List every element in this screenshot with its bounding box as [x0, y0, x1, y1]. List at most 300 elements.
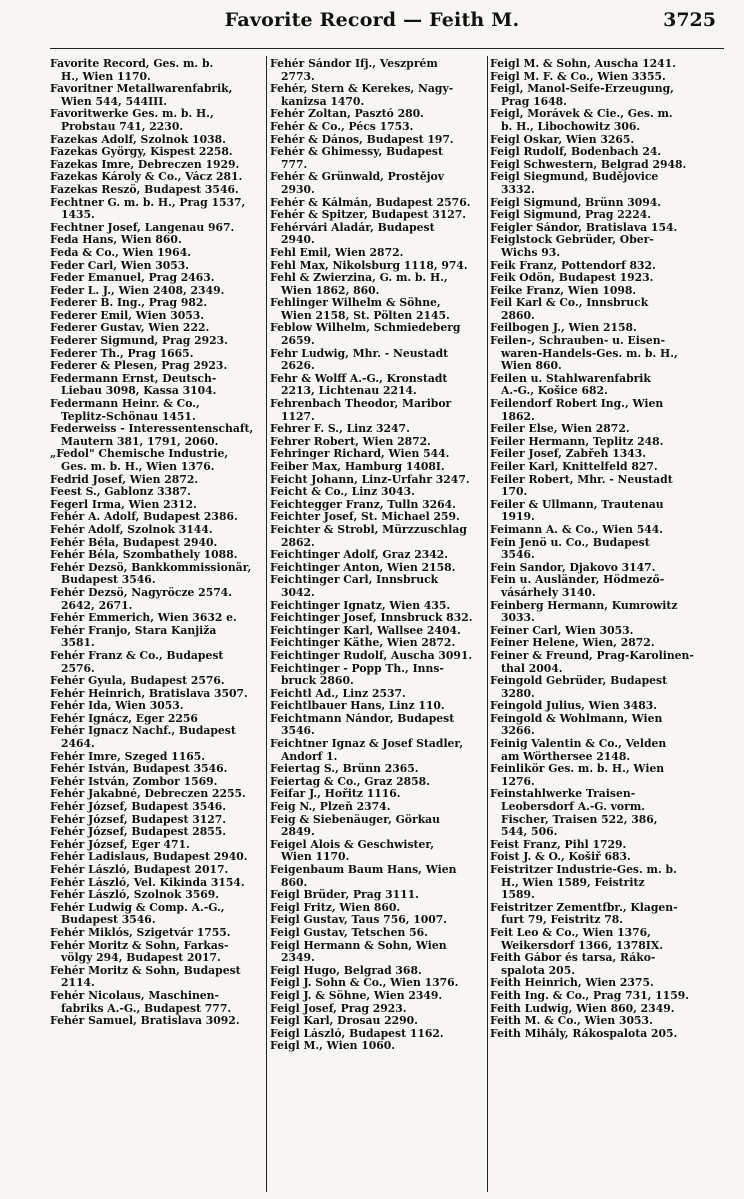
directory-entry	[490, 851, 710, 864]
directory-entry	[270, 272, 488, 297]
entry-continuation: 1127.	[281, 409, 315, 423]
directory-entry	[490, 159, 710, 172]
directory-entry	[270, 801, 488, 814]
entry-line: Feder L. J., Wien 2408, 2349.	[50, 284, 225, 297]
entry-line: Feblow Wilhelm, Schmiedeberg	[270, 322, 461, 335]
entry-continuation: 2349.	[281, 951, 315, 965]
entry-continuation: Ges. m. b. H., Wien 1376.	[61, 460, 215, 473]
directory-entry	[490, 461, 710, 474]
directory-entry	[50, 549, 268, 562]
entry-continuation: 544, 506.	[501, 825, 558, 839]
entry-line: Feichter Josef, St. Michael 259.	[270, 511, 460, 524]
entry-line: Fehl Max, Nikolsburg 1118, 974.	[270, 259, 468, 272]
directory-entry	[270, 663, 488, 688]
directory-entry	[50, 134, 268, 147]
directory-entry	[490, 134, 710, 147]
entry-line: Feichtmann Nándor, Budapest	[270, 712, 455, 725]
directory-entry	[50, 448, 268, 473]
directory-entry	[50, 108, 268, 133]
directory-entry	[270, 1003, 488, 1016]
entry-line: Feiler Hermann, Teplitz 248.	[490, 435, 664, 448]
entry-line: Feigl Karl, Drosau 2290.	[270, 1015, 418, 1028]
entry-line: Fehér Nicolaus, Maschinen-	[50, 989, 220, 1002]
entry-line: Feder Carl, Wien 3053.	[50, 259, 190, 272]
entry-line: Feith M. & Co., Wien 3053.	[490, 1015, 653, 1028]
directory-entry	[50, 612, 268, 625]
entry-line: Feingold Julius, Wien 3483.	[490, 700, 657, 713]
entry-line: Fehér Heinrich, Bratislava 3507.	[50, 687, 248, 700]
directory-entry	[490, 788, 710, 838]
entry-continuation: 3033.	[501, 611, 535, 625]
directory-entry	[50, 197, 268, 222]
entry-line: Federer B. Ing., Prag 982.	[50, 297, 208, 310]
directory-entry	[270, 108, 488, 121]
directory-entry	[50, 713, 268, 726]
entry-line: Feig N., Plzeň 2374.	[270, 801, 391, 814]
directory-entry	[490, 499, 710, 524]
entry-line: Feig & Siebenäuger, Görkau	[270, 813, 441, 826]
entry-continuation: Wien 1862, 860.	[281, 283, 380, 297]
directory-entry	[50, 826, 268, 839]
entry-line: Fehér József, Budapest 3546.	[50, 801, 226, 814]
directory-entry	[270, 864, 488, 889]
entry-continuation: H., Wien 1589, Feistritz	[501, 875, 645, 889]
entry-line: Feichter & Strobl, Mürzzuschlag	[270, 523, 467, 536]
entry-line: Feigl M., Wien 1060.	[270, 1040, 396, 1053]
entry-line: Feigl Josef, Prag 2923.	[270, 1002, 407, 1015]
directory-entry	[50, 700, 268, 713]
entry-continuation: Wien 544, 544III.	[61, 94, 168, 108]
directory-entry	[270, 990, 488, 1003]
entry-line: Feichtl Ad., Linz 2537.	[270, 687, 406, 700]
entry-line: Fehér István, Budapest 3546.	[50, 763, 228, 776]
entry-line: Feigl Brüder, Prag 3111.	[270, 889, 419, 902]
directory-entry	[50, 877, 268, 890]
entry-line: Feiner & Freund, Prag-Karolinen-	[490, 649, 694, 662]
entry-line: Fehrenbach Theodor, Maribor	[270, 398, 452, 411]
directory-entry	[270, 688, 488, 701]
entry-line: Feicht & Co., Linz 3043.	[270, 486, 415, 499]
entry-continuation: 2849.	[281, 825, 315, 839]
entry-line: Fehér József, Eger 471.	[50, 838, 190, 851]
directory-entry	[490, 285, 710, 298]
entry-continuation: 2930.	[281, 182, 315, 196]
directory-entry	[50, 801, 268, 814]
entry-continuation: Liebau 3098, Kassa 3104.	[61, 384, 217, 398]
directory-entry	[270, 448, 488, 461]
entry-line: Fehér Sándor Ifj., Veszprém	[270, 58, 438, 70]
entry-line: Feigl M. F. & Co., Wien 3355.	[490, 70, 666, 83]
directory-entry	[270, 914, 488, 927]
directory-entry	[270, 436, 488, 449]
entry-line: Feigl J. Sohn & Co., Wien 1376.	[270, 977, 459, 990]
entry-continuation: Teplitz-Schönau 1451.	[61, 409, 196, 423]
directory-entry	[490, 335, 710, 373]
directory-entry	[490, 209, 710, 222]
entry-continuation: am Wörthersee 2148.	[501, 749, 631, 763]
directory-entry	[50, 423, 268, 448]
entry-line: Feinberg Hermann, Kumrowitz	[490, 599, 678, 612]
directory-entry	[50, 184, 268, 197]
entry-line: Feingold & Wohlmann, Wien	[490, 712, 663, 725]
entry-line: Feith Ludwig, Wien 860, 2349.	[490, 1002, 675, 1015]
entry-line: Fehér László, Budapest 2017.	[50, 864, 229, 876]
directory-entry	[50, 776, 268, 789]
directory-entry	[270, 1040, 488, 1053]
entry-line: Fehér István, Zombor 1569.	[50, 775, 218, 788]
directory-entry	[50, 260, 268, 273]
entry-continuation: fabriks A.-G., Budapest 777.	[61, 1001, 232, 1015]
entry-line: Fechtner G. m. b. H., Prag 1537,	[50, 196, 246, 209]
directory-entry	[490, 524, 710, 537]
directory-entry	[490, 171, 710, 196]
entry-line: Feigel Alois & Geschwister,	[270, 838, 435, 851]
entry-line: Feigl Schwestern, Belgrad 2948.	[490, 158, 687, 171]
entry-line: Feiber Max, Hamburg 1408I.	[270, 461, 445, 473]
entry-line: Feichtinger Karl, Wallsee 2404.	[270, 624, 461, 637]
entry-line: Federer Gustav, Wien 222.	[50, 322, 210, 335]
directory-entry	[270, 373, 488, 398]
entry-line: Fehér & Grünwald, Prostějov	[270, 171, 445, 184]
entry-continuation: 2860.	[501, 308, 535, 322]
header-rule	[50, 48, 724, 49]
directory-entry	[270, 839, 488, 864]
entry-continuation: H., Wien 1170.	[61, 69, 151, 83]
directory-entry	[490, 297, 710, 322]
directory-entry	[490, 700, 710, 713]
directory-entry	[50, 1015, 268, 1028]
entry-line: Fehér Ignácz, Eger 2256	[50, 712, 198, 725]
entry-line: Fehl Emil, Wien 2872.	[270, 246, 404, 259]
directory-entry	[490, 234, 710, 259]
entry-line: Fehér & Spitzer, Budapest 3127.	[270, 209, 467, 222]
directory-entry	[490, 222, 710, 235]
directory-entry	[270, 600, 488, 613]
directory-entry	[270, 965, 488, 978]
directory-entry	[50, 58, 268, 83]
directory-entry	[270, 814, 488, 839]
directory-entry	[490, 637, 710, 650]
directory-entry	[270, 776, 488, 789]
entry-continuation: Budapest 3546.	[61, 573, 156, 587]
entry-line: Feichtlbauer Hans, Linz 110.	[270, 700, 445, 713]
page-header	[0, 0, 744, 42]
directory-entry	[270, 247, 488, 260]
directory-entry	[50, 889, 268, 902]
entry-continuation: 1276.	[501, 774, 535, 788]
entry-line: Feiner Carl, Wien 3053.	[490, 624, 634, 637]
directory-entry	[270, 209, 488, 222]
entry-continuation: 1589.	[501, 888, 535, 902]
entry-line: Feichtinger - Popp Th., Inns-	[270, 662, 444, 675]
entry-continuation: Andorf 1.	[281, 749, 338, 763]
directory-entry	[50, 335, 268, 348]
entry-line: Feith Heinrich, Wien 2375.	[490, 977, 654, 990]
entry-line: Feichtinger Käthe, Wien 2872.	[270, 637, 456, 650]
entry-line: Feigl Gustav, Taus 756, 1007.	[270, 914, 448, 927]
entry-line: Fehér Gyula, Budapest 2576.	[50, 675, 225, 688]
directory-entry	[50, 511, 268, 524]
entry-line: Federer Th., Prag 1665.	[50, 347, 194, 360]
directory-entry	[270, 474, 488, 487]
directory-entry	[490, 600, 710, 625]
entry-line: Favoritwerke Ges. m. b. H.,	[50, 108, 214, 121]
directory-entry	[50, 839, 268, 852]
directory-entry	[270, 348, 488, 373]
entry-line: Feigl Rudolf, Bodenbach 24.	[490, 146, 662, 159]
entry-line: Fehér Dezsö, Nagyröcze 2574.	[50, 586, 232, 599]
directory-entry	[50, 234, 268, 247]
directory-entry	[490, 839, 710, 852]
entry-line: Federweiss - Interessentenschaft,	[50, 423, 254, 436]
directory-entry	[490, 713, 710, 738]
directory-columns	[50, 58, 710, 1190]
entry-line: Fazekas Adolf, Szolnok 1038.	[50, 133, 226, 146]
entry-continuation: 2940.	[281, 233, 315, 247]
entry-line: Fehér & Dános, Budapest 197.	[270, 133, 454, 146]
directory-entry	[270, 889, 488, 902]
entry-continuation: Prag 1648.	[501, 94, 567, 108]
entry-line: Feigl Hermann & Sohn, Wien	[270, 939, 447, 952]
directory-entry	[50, 360, 268, 373]
entry-continuation: Budapest 3546.	[61, 913, 156, 927]
entry-line: Feiertag & Co., Graz 2858.	[270, 775, 430, 788]
directory-entry	[490, 650, 710, 675]
directory-entry	[490, 902, 710, 927]
entry-line: Feiler Robert, Mhr. - Neustadt	[490, 473, 673, 486]
entry-line: Favoritner Metallwarenfabrik,	[50, 83, 233, 96]
entry-line: Fehrer Robert, Wien 2872.	[270, 435, 431, 448]
entry-continuation: Wien 2158, St. Pölten 2145.	[281, 308, 450, 322]
page-number: 3725	[663, 9, 716, 31]
entry-line: Feigl László, Budapest 1162.	[270, 1027, 444, 1040]
column-2	[270, 58, 488, 1190]
directory-entry	[490, 272, 710, 285]
directory-entry	[50, 398, 268, 423]
directory-entry	[490, 423, 710, 436]
entry-line: „Fedol" Chemische Industrie,	[50, 448, 229, 461]
entry-line: Fein u. Ausländer, Hödmező-	[490, 574, 665, 587]
entry-continuation: 1435.	[61, 208, 95, 222]
entry-line: Federer Sigmund, Prag 2923.	[50, 335, 228, 348]
directory-entry	[50, 562, 268, 587]
entry-line: Fehér József, Budapest 2855.	[50, 826, 226, 839]
entry-continuation: thal 2004.	[501, 661, 563, 675]
entry-line: Feichtinger Carl, Innsbruck	[270, 574, 439, 587]
directory-entry	[270, 562, 488, 575]
entry-line: Feigl, Manol-Seife-Erzeugung,	[490, 83, 674, 96]
entry-line: Federmann Heinr. & Co.,	[50, 398, 200, 411]
entry-line: Fehér & Kálmán, Budapest 2576.	[270, 196, 471, 209]
directory-entry	[50, 965, 268, 990]
directory-entry	[50, 625, 268, 650]
directory-entry	[50, 373, 268, 398]
directory-entry	[270, 486, 488, 499]
entry-continuation: 3332.	[501, 182, 535, 196]
directory-entry	[270, 461, 488, 474]
entry-line: Feist Franz, Pihl 1729.	[490, 838, 627, 851]
entry-line: Feiner Helene, Wien, 2872.	[490, 637, 655, 650]
entry-line: Feiler Josef, Zabřeh 1343.	[490, 448, 647, 461]
entry-continuation: Mautern 381, 1791, 2060.	[61, 434, 219, 448]
entry-continuation: furt 79, Feistritz 78.	[501, 913, 624, 927]
directory-entry	[490, 562, 710, 575]
entry-continuation: spalota 205.	[501, 963, 575, 977]
directory-entry	[270, 423, 488, 436]
directory-entry	[490, 1028, 710, 1041]
entry-continuation: Wien 1170.	[281, 850, 350, 864]
entry-line: Feichtegger Franz, Tulln 3264.	[270, 498, 456, 511]
directory-entry	[50, 83, 268, 108]
entry-continuation: 860.	[281, 875, 308, 889]
entry-line: Feigl, Morávek & Cie., Ges. m.	[490, 108, 673, 121]
entry-continuation: 3042.	[281, 585, 315, 599]
directory-entry	[270, 121, 488, 134]
entry-line: Fehr Ludwig, Mhr. - Neustadt	[270, 347, 449, 360]
directory-entry	[50, 499, 268, 512]
directory-entry	[270, 637, 488, 650]
directory-entry	[270, 574, 488, 599]
entry-line: Feigl Oskar, Wien 3265.	[490, 133, 635, 146]
entry-line: Feil Karl & Co., Innsbruck	[490, 297, 649, 310]
entry-continuation: Probstau 741, 2230.	[61, 119, 184, 133]
entry-line: Fazekas Imre, Debreczen 1929.	[50, 158, 240, 171]
entry-continuation: 2642, 2671.	[61, 598, 133, 612]
directory-entry	[490, 448, 710, 461]
directory-entry	[50, 222, 268, 235]
directory-entry	[50, 486, 268, 499]
directory-entry	[270, 1028, 488, 1041]
directory-entry	[490, 373, 710, 398]
directory-entry	[270, 260, 488, 273]
directory-entry	[490, 864, 710, 902]
directory-entry	[50, 348, 268, 361]
entry-line: Feinstahlwerke Traisen-	[490, 788, 636, 801]
entry-continuation: 3266.	[501, 724, 535, 738]
entry-line: Feichtinger Rudolf, Auscha 3091.	[270, 649, 473, 662]
directory-entry	[270, 1015, 488, 1028]
entry-line: Feigl Gustav, Tetschen 56.	[270, 926, 428, 939]
directory-entry	[270, 650, 488, 663]
entry-continuation: 2213, Lichtenau 2214.	[281, 384, 417, 398]
entry-line: Feik Ödön, Budapest 1923.	[490, 272, 654, 285]
entry-continuation: 3581.	[61, 636, 95, 650]
entry-line: Feichtner Ignaz & Josef Stadler,	[270, 738, 464, 751]
entry-line: Feiler & Ullmann, Trautenau	[490, 498, 664, 511]
entry-continuation: 1862.	[501, 409, 535, 423]
directory-entry	[50, 247, 268, 260]
entry-line: Fazekas Reszö, Budapest 3546.	[50, 183, 239, 196]
directory-entry	[490, 625, 710, 638]
entry-line: Feit Leo & Co., Wien 1376,	[490, 926, 651, 939]
directory-entry	[50, 902, 268, 927]
directory-entry	[490, 675, 710, 700]
entry-line: Feigl Hugo, Belgrad 368.	[270, 964, 422, 977]
entry-line: Fehér Dezsö, Bankkommissionär,	[50, 561, 252, 574]
directory-entry	[490, 71, 710, 84]
entry-continuation: 3546.	[501, 548, 535, 562]
entry-line: Feith Gábor és tarsa, Ráko-	[490, 952, 656, 965]
entry-line: Fehér Ida, Wien 3053.	[50, 700, 184, 713]
entry-continuation: 777.	[281, 157, 308, 171]
entry-line: Feistritzer Zementfbr., Klagen-	[490, 901, 678, 914]
entry-line: Feigl J. & Söhne, Wien 2349.	[270, 989, 443, 1002]
column-3	[490, 58, 710, 1190]
directory-entry	[50, 851, 268, 864]
directory-entry	[490, 58, 710, 71]
entry-continuation: 170.	[501, 485, 528, 499]
directory-entry	[270, 940, 488, 965]
entry-line: Feest S., Gablonz 3387.	[50, 486, 191, 499]
entry-line: Fehér & Ghimessy, Budapest	[270, 146, 444, 159]
directory-entry	[490, 990, 710, 1003]
directory-entry	[490, 977, 710, 990]
entry-line: Favorite Record, Ges. m. b.	[50, 58, 214, 70]
entry-line: Feike Franz, Wien 1098.	[490, 284, 637, 297]
entry-line: Feigl M. & Sohn, Auscha 1241.	[490, 58, 676, 70]
directory-entry	[270, 625, 488, 638]
directory-entry	[50, 864, 268, 877]
directory-entry	[270, 713, 488, 738]
entry-continuation: Wien 860.	[501, 359, 562, 373]
entry-line: Feda Hans, Wien 860.	[50, 234, 182, 247]
entry-line: Fein Sandor, Djakovo 3147.	[490, 561, 656, 574]
entry-line: Fehér Samuel, Bratislava 3092.	[50, 1015, 240, 1028]
directory-entry	[490, 108, 710, 133]
entry-line: Fehér László, Szolnok 3569.	[50, 889, 220, 902]
entry-line: Feilen u. Stahlwarenfabrik	[490, 372, 651, 385]
directory-entry	[490, 474, 710, 499]
entry-line: Fehrer F. S., Linz 3247.	[270, 423, 410, 436]
entry-line: Feith Mihály, Rákospalota 205.	[490, 1027, 678, 1040]
directory-entry	[50, 524, 268, 537]
entry-continuation: A.-G., Košice 682.	[501, 384, 608, 398]
entry-line: Fehér Ludwig & Comp. A.-G.,	[50, 901, 225, 914]
directory-entry	[50, 990, 268, 1015]
entry-line: Fehér, Stern & Kerekes, Nagy-	[270, 83, 454, 96]
entry-line: Fehér & Co., Pécs 1753.	[270, 120, 414, 133]
entry-line: Feigl Sigmund, Brünn 3094.	[490, 196, 662, 209]
directory-entry	[50, 940, 268, 965]
entry-line: Feiertag S., Brünn 2365.	[270, 763, 419, 776]
entry-line: Federer Emil, Wien 3053.	[50, 309, 205, 322]
entry-line: Fehér Jakabné, Debreczen 2255.	[50, 788, 246, 801]
entry-line: Feigl Siegmund, Budějovice	[490, 171, 659, 184]
directory-entry	[50, 927, 268, 940]
entry-continuation: 3546.	[281, 724, 315, 738]
entry-line: Feilbogen J., Wien 2158.	[490, 322, 637, 335]
entry-line: Fehér Ignacz Nachf., Budapest	[50, 725, 236, 738]
entry-line: Fehér Emmerich, Wien 3632 e.	[50, 612, 237, 625]
entry-continuation: Wichs 93.	[501, 245, 561, 259]
entry-line: Feder Emanuel, Prag 2463.	[50, 272, 215, 285]
directory-entry	[490, 537, 710, 562]
entry-line: Fehér Imre, Szeged 1165.	[50, 750, 205, 763]
entry-continuation: kanizsa 1470.	[281, 94, 365, 108]
entry-line: Fehl & Zwierzina, G. m. b. H.,	[270, 272, 448, 285]
entry-line: Feiglstock Gebrüder, Ober-	[490, 234, 654, 247]
entry-line: Fehér Zoltan, Pasztó 280.	[270, 108, 424, 121]
entry-line: Fein Jenö u. Co., Budapest	[490, 536, 650, 549]
entry-line: Fehér A. Adolf, Budapest 2386.	[50, 511, 238, 524]
directory-entry	[490, 1003, 710, 1016]
directory-entry	[50, 650, 268, 675]
directory-entry	[490, 197, 710, 210]
entry-line: Fehér Miklós, Szigetvár 1755.	[50, 926, 231, 939]
entry-continuation: waren-Handels-Ges. m. b. H.,	[501, 346, 678, 360]
entry-line: Feichtinger Ignatz, Wien 435.	[270, 599, 451, 612]
entry-continuation: Weikersdorf 1366, 1378IX.	[501, 938, 663, 952]
